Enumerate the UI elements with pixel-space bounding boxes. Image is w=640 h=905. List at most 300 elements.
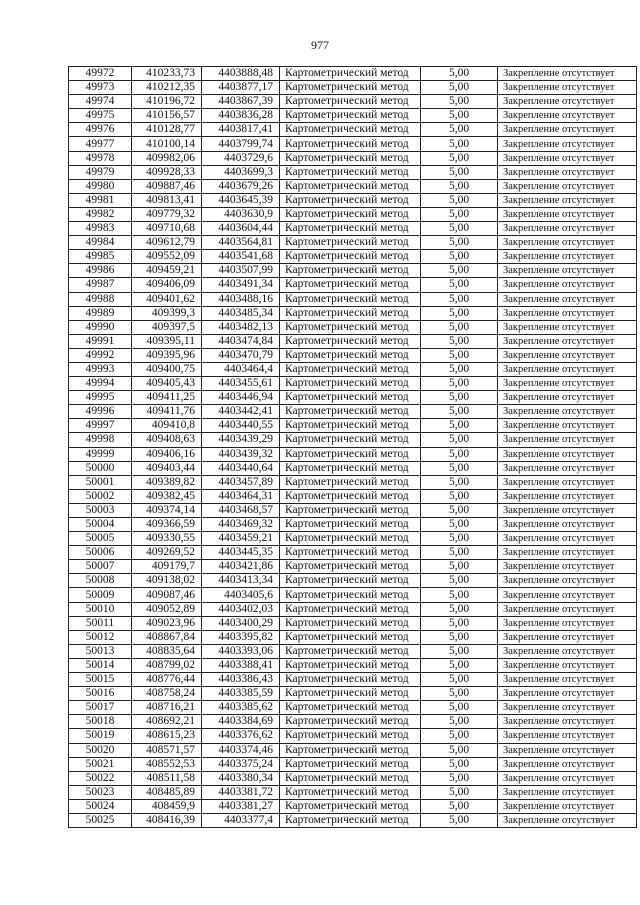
accuracy-cell: 5,00 [421,715,498,729]
table-row [69,236,637,250]
method-cell: Картометрический метод [280,236,421,250]
y-coordinate-cell: 4403630,9 [202,207,280,221]
method-cell: Картометрический метод [280,503,421,517]
method-cell: Картометрический метод [280,377,421,391]
table-row [69,151,637,165]
method-cell: Картометрический метод [280,419,421,433]
table-row [69,362,637,376]
x-coordinate-cell: 409400,75 [132,362,202,376]
fixation-cell: Закрепление отсутствует [498,137,637,151]
accuracy-cell: 5,00 [421,518,498,532]
fixation-cell: Закрепление отсутствует [498,771,637,785]
table-row [69,785,637,799]
x-coordinate-cell: 409406,16 [132,447,202,461]
fixation-cell: Закрепление отсутствует [498,715,637,729]
table-row [69,264,637,278]
y-coordinate-cell: 4403388,41 [202,658,280,672]
point-number-cell: 49973 [69,81,132,95]
accuracy-cell: 5,00 [421,362,498,376]
fixation-cell: Закрепление отсутствует [498,405,637,419]
table-row [69,546,637,560]
x-coordinate-cell: 409366,59 [132,518,202,532]
method-cell: Картометрический метод [280,278,421,292]
method-cell: Картометрический метод [280,743,421,757]
accuracy-cell: 5,00 [421,405,498,419]
method-cell: Картометрический метод [280,475,421,489]
table-row [69,179,637,193]
method-cell: Картометрический метод [280,799,421,813]
point-number-cell: 49972 [69,67,132,81]
y-coordinate-cell: 4403729,6 [202,151,280,165]
point-number-cell: 50006 [69,546,132,560]
point-number-cell: 49996 [69,405,132,419]
point-number-cell: 50014 [69,658,132,672]
x-coordinate-cell: 409552,09 [132,250,202,264]
table-row [69,574,637,588]
method-cell: Картометрический метод [280,250,421,264]
point-number-cell: 50023 [69,785,132,799]
x-coordinate-cell: 408416,39 [132,813,202,827]
table-row [69,518,637,532]
table-row [69,391,637,405]
fixation-cell: Закрепление отсутствует [498,785,637,799]
method-cell: Картометрический метод [280,67,421,81]
accuracy-cell: 5,00 [421,687,498,701]
y-coordinate-cell: 4403380,34 [202,771,280,785]
x-coordinate-cell: 409405,43 [132,377,202,391]
fixation-cell: Закрепление отсутствует [498,95,637,109]
accuracy-cell: 5,00 [421,743,498,757]
y-coordinate-cell: 4403867,39 [202,95,280,109]
y-coordinate-cell: 4403405,6 [202,588,280,602]
y-coordinate-cell: 4403541,68 [202,250,280,264]
x-coordinate-cell: 409887,46 [132,179,202,193]
point-number-cell: 49990 [69,320,132,334]
point-number-cell: 49976 [69,123,132,137]
fixation-cell: Закрепление отсутствует [498,362,637,376]
method-cell: Картометрический метод [280,588,421,602]
y-coordinate-cell: 4403440,55 [202,419,280,433]
method-cell: Картометрический метод [280,658,421,672]
point-number-cell: 49991 [69,334,132,348]
x-coordinate-cell: 409397,5 [132,320,202,334]
accuracy-cell: 5,00 [421,588,498,602]
fixation-cell: Закрепление отсутствует [498,377,637,391]
table-row [69,588,637,602]
y-coordinate-cell: 4403464,31 [202,489,280,503]
table-row [69,165,637,179]
x-coordinate-cell: 409779,32 [132,207,202,221]
fixation-cell: Закрепление отсутствует [498,165,637,179]
method-cell: Картометрический метод [280,193,421,207]
x-coordinate-cell: 409374,14 [132,503,202,517]
fixation-cell: Закрепление отсутствует [498,658,637,672]
point-number-cell: 49979 [69,165,132,179]
x-coordinate-cell: 409052,89 [132,602,202,616]
x-coordinate-cell: 409087,46 [132,588,202,602]
table-row [69,250,637,264]
x-coordinate-cell: 409395,96 [132,348,202,362]
point-number-cell: 50018 [69,715,132,729]
fixation-cell: Закрепление отсутствует [498,250,637,264]
point-number-cell: 50005 [69,532,132,546]
accuracy-cell: 5,00 [421,475,498,489]
y-coordinate-cell: 4403470,79 [202,348,280,362]
method-cell: Картометрический метод [280,433,421,447]
point-number-cell: 49980 [69,179,132,193]
y-coordinate-cell: 4403381,27 [202,799,280,813]
x-coordinate-cell: 408459,9 [132,799,202,813]
accuracy-cell: 5,00 [421,658,498,672]
accuracy-cell: 5,00 [421,334,498,348]
table-row [69,81,637,95]
fixation-cell: Закрепление отсутствует [498,461,637,475]
fixation-cell: Закрепление отсутствует [498,616,637,630]
method-cell: Картометрический метод [280,616,421,630]
fixation-cell: Закрепление отсутствует [498,644,637,658]
x-coordinate-cell: 409399,3 [132,306,202,320]
table-row [69,405,637,419]
x-coordinate-cell: 409403,44 [132,461,202,475]
x-coordinate-cell: 409269,52 [132,546,202,560]
accuracy-cell: 5,00 [421,574,498,588]
table-row [69,137,637,151]
accuracy-cell: 5,00 [421,771,498,785]
accuracy-cell: 5,00 [421,673,498,687]
accuracy-cell: 5,00 [421,630,498,644]
y-coordinate-cell: 4403381,72 [202,785,280,799]
accuracy-cell: 5,00 [421,799,498,813]
fixation-cell: Закрепление отсутствует [498,109,637,123]
accuracy-cell: 5,00 [421,320,498,334]
x-coordinate-cell: 409138,02 [132,574,202,588]
fixation-cell: Закрепление отсутствует [498,503,637,517]
table-row [69,67,637,81]
method-cell: Картометрический метод [280,757,421,771]
y-coordinate-cell: 4403445,35 [202,546,280,560]
x-coordinate-cell: 408615,23 [132,729,202,743]
point-number-cell: 50019 [69,729,132,743]
table-row [69,222,637,236]
method-cell: Картометрический метод [280,574,421,588]
y-coordinate-cell: 4403440,64 [202,461,280,475]
table-row [69,475,637,489]
table-row [69,729,637,743]
point-number-cell: 49983 [69,222,132,236]
accuracy-cell: 5,00 [421,95,498,109]
fixation-cell: Закрепление отсутствует [498,207,637,221]
method-cell: Картометрический метод [280,489,421,503]
y-coordinate-cell: 4403385,59 [202,687,280,701]
x-coordinate-cell: 408511,58 [132,771,202,785]
x-coordinate-cell: 410196,72 [132,95,202,109]
x-coordinate-cell: 408485,89 [132,785,202,799]
table-row [69,348,637,362]
accuracy-cell: 5,00 [421,616,498,630]
table-row [69,813,637,827]
accuracy-cell: 5,00 [421,813,498,827]
point-number-cell: 50003 [69,503,132,517]
accuracy-cell: 5,00 [421,250,498,264]
y-coordinate-cell: 4403374,46 [202,743,280,757]
y-coordinate-cell: 4403699,3 [202,165,280,179]
accuracy-cell: 5,00 [421,729,498,743]
x-coordinate-cell: 408552,53 [132,757,202,771]
table-row [69,447,637,461]
table-row [69,95,637,109]
accuracy-cell: 5,00 [421,602,498,616]
table-row [69,673,637,687]
point-number-cell: 50020 [69,743,132,757]
table-row [69,109,637,123]
fixation-cell: Закрепление отсутствует [498,813,637,827]
method-cell: Картометрический метод [280,348,421,362]
table-row [69,377,637,391]
fixation-cell: Закрепление отсутствует [498,799,637,813]
method-cell: Картометрический метод [280,264,421,278]
x-coordinate-cell: 409179,7 [132,560,202,574]
y-coordinate-cell: 4403679,26 [202,179,280,193]
point-number-cell: 50013 [69,644,132,658]
method-cell: Картометрический метод [280,602,421,616]
point-number-cell: 49975 [69,109,132,123]
y-coordinate-cell: 4403402,03 [202,602,280,616]
method-cell: Картометрический метод [280,391,421,405]
method-cell: Картометрический метод [280,461,421,475]
method-cell: Картометрический метод [280,320,421,334]
table-row [69,616,637,630]
fixation-cell: Закрепление отсутствует [498,67,637,81]
table-row [69,207,637,221]
x-coordinate-cell: 409330,55 [132,532,202,546]
point-number-cell: 49997 [69,419,132,433]
table-row [69,334,637,348]
y-coordinate-cell: 4403375,24 [202,757,280,771]
fixation-cell: Закрепление отсутствует [498,447,637,461]
fixation-cell: Закрепление отсутствует [498,151,637,165]
method-cell: Картометрический метод [280,292,421,306]
y-coordinate-cell: 4403393,06 [202,644,280,658]
method-cell: Картометрический метод [280,137,421,151]
point-number-cell: 49993 [69,362,132,376]
y-coordinate-cell: 4403474,84 [202,334,280,348]
y-coordinate-cell: 4403385,62 [202,701,280,715]
fixation-cell: Закрепление отсутствует [498,588,637,602]
table-row [69,292,637,306]
fixation-cell: Закрепление отсутствует [498,320,637,334]
x-coordinate-cell: 409395,11 [132,334,202,348]
x-coordinate-cell: 409982,06 [132,151,202,165]
fixation-cell: Закрепление отсутствует [498,236,637,250]
accuracy-cell: 5,00 [421,81,498,95]
y-coordinate-cell: 4403376,62 [202,729,280,743]
accuracy-cell: 5,00 [421,391,498,405]
table-row [69,715,637,729]
x-coordinate-cell: 408867,84 [132,630,202,644]
y-coordinate-cell: 4403455,61 [202,377,280,391]
x-coordinate-cell: 409813,41 [132,193,202,207]
x-coordinate-cell: 409411,76 [132,405,202,419]
method-cell: Картометрический метод [280,334,421,348]
page-number: 977 [311,38,329,52]
fixation-cell: Закрепление отсутствует [498,630,637,644]
point-number-cell: 50000 [69,461,132,475]
method-cell: Картометрический метод [280,405,421,419]
method-cell: Картометрический метод [280,715,421,729]
accuracy-cell: 5,00 [421,644,498,658]
table-row [69,771,637,785]
accuracy-cell: 5,00 [421,236,498,250]
method-cell: Картометрический метод [280,673,421,687]
x-coordinate-cell: 409459,21 [132,264,202,278]
x-coordinate-cell: 408716,21 [132,701,202,715]
accuracy-cell: 5,00 [421,137,498,151]
table-row [69,644,637,658]
method-cell: Картометрический метод [280,729,421,743]
accuracy-cell: 5,00 [421,179,498,193]
fixation-cell: Закрепление отсутствует [498,292,637,306]
point-number-cell: 49978 [69,151,132,165]
fixation-cell: Закрепление отсутствует [498,433,637,447]
point-number-cell: 49974 [69,95,132,109]
accuracy-cell: 5,00 [421,433,498,447]
method-cell: Картометрический метод [280,179,421,193]
table-row [69,687,637,701]
x-coordinate-cell: 410212,35 [132,81,202,95]
x-coordinate-cell: 410156,57 [132,109,202,123]
x-coordinate-cell: 409710,68 [132,222,202,236]
fixation-cell: Закрепление отсутствует [498,278,637,292]
y-coordinate-cell: 4403384,69 [202,715,280,729]
y-coordinate-cell: 4403400,29 [202,616,280,630]
y-coordinate-cell: 4403377,4 [202,813,280,827]
y-coordinate-cell: 4403421,86 [202,560,280,574]
table-row [69,461,637,475]
point-number-cell: 50011 [69,616,132,630]
method-cell: Картометрический метод [280,362,421,376]
point-number-cell: 50017 [69,701,132,715]
y-coordinate-cell: 4403485,34 [202,306,280,320]
y-coordinate-cell: 4403413,34 [202,574,280,588]
method-cell: Картометрический метод [280,813,421,827]
fixation-cell: Закрепление отсутствует [498,334,637,348]
x-coordinate-cell: 409382,45 [132,489,202,503]
x-coordinate-cell: 409401,62 [132,292,202,306]
x-coordinate-cell: 409408,63 [132,433,202,447]
point-number-cell: 49981 [69,193,132,207]
point-number-cell: 50021 [69,757,132,771]
table-row [69,433,637,447]
fixation-cell: Закрепление отсутствует [498,687,637,701]
method-cell: Картометрический метод [280,306,421,320]
fixation-cell: Закрепление отсутствует [498,123,637,137]
point-number-cell: 50025 [69,813,132,827]
method-cell: Картометрический метод [280,785,421,799]
x-coordinate-cell: 408692,21 [132,715,202,729]
x-coordinate-cell: 408799,02 [132,658,202,672]
x-coordinate-cell: 410128,77 [132,123,202,137]
method-cell: Картометрический метод [280,95,421,109]
accuracy-cell: 5,00 [421,306,498,320]
y-coordinate-cell: 4403469,32 [202,518,280,532]
y-coordinate-cell: 4403491,34 [202,278,280,292]
point-number-cell: 50002 [69,489,132,503]
table-row [69,701,637,715]
y-coordinate-cell: 4403488,16 [202,292,280,306]
x-coordinate-cell: 409928,33 [132,165,202,179]
point-number-cell: 49986 [69,264,132,278]
method-cell: Картометрический метод [280,687,421,701]
accuracy-cell: 5,00 [421,461,498,475]
method-cell: Картометрический метод [280,207,421,221]
y-coordinate-cell: 4403482,13 [202,320,280,334]
point-number-cell: 50007 [69,560,132,574]
table-row [69,757,637,771]
fixation-cell: Закрепление отсутствует [498,560,637,574]
table-row [69,419,637,433]
x-coordinate-cell: 409389,82 [132,475,202,489]
y-coordinate-cell: 4403507,99 [202,264,280,278]
point-number-cell: 49989 [69,306,132,320]
x-coordinate-cell: 409411,25 [132,391,202,405]
table-row [69,306,637,320]
table-row [69,560,637,574]
point-number-cell: 50010 [69,602,132,616]
method-cell: Картометрический метод [280,123,421,137]
fixation-cell: Закрепление отсутствует [498,532,637,546]
y-coordinate-cell: 4403564,81 [202,236,280,250]
x-coordinate-cell: 408758,24 [132,687,202,701]
accuracy-cell: 5,00 [421,757,498,771]
accuracy-cell: 5,00 [421,785,498,799]
table-row [69,532,637,546]
method-cell: Картометрический метод [280,532,421,546]
table-row [69,799,637,813]
y-coordinate-cell: 4403799,74 [202,137,280,151]
accuracy-cell: 5,00 [421,377,498,391]
point-number-cell: 49988 [69,292,132,306]
y-coordinate-cell: 4403877,17 [202,81,280,95]
y-coordinate-cell: 4403817,41 [202,123,280,137]
accuracy-cell: 5,00 [421,278,498,292]
y-coordinate-cell: 4403468,57 [202,503,280,517]
accuracy-cell: 5,00 [421,701,498,715]
point-number-cell: 50012 [69,630,132,644]
point-number-cell: 50022 [69,771,132,785]
fixation-cell: Закрепление отсутствует [498,419,637,433]
y-coordinate-cell: 4403395,82 [202,630,280,644]
accuracy-cell: 5,00 [421,532,498,546]
point-number-cell: 49977 [69,137,132,151]
point-number-cell: 49999 [69,447,132,461]
y-coordinate-cell: 4403386,43 [202,673,280,687]
accuracy-cell: 5,00 [421,123,498,137]
method-cell: Картометрический метод [280,771,421,785]
y-coordinate-cell: 4403645,39 [202,193,280,207]
x-coordinate-cell: 409410,8 [132,419,202,433]
method-cell: Картометрический метод [280,701,421,715]
fixation-cell: Закрепление отсутствует [498,81,637,95]
x-coordinate-cell: 408776,44 [132,673,202,687]
method-cell: Картометрический метод [280,109,421,123]
method-cell: Картометрический метод [280,165,421,179]
fixation-cell: Закрепление отсутствует [498,348,637,362]
method-cell: Картометрический метод [280,447,421,461]
table-row [69,602,637,616]
x-coordinate-cell: 408571,57 [132,743,202,757]
accuracy-cell: 5,00 [421,222,498,236]
accuracy-cell: 5,00 [421,489,498,503]
